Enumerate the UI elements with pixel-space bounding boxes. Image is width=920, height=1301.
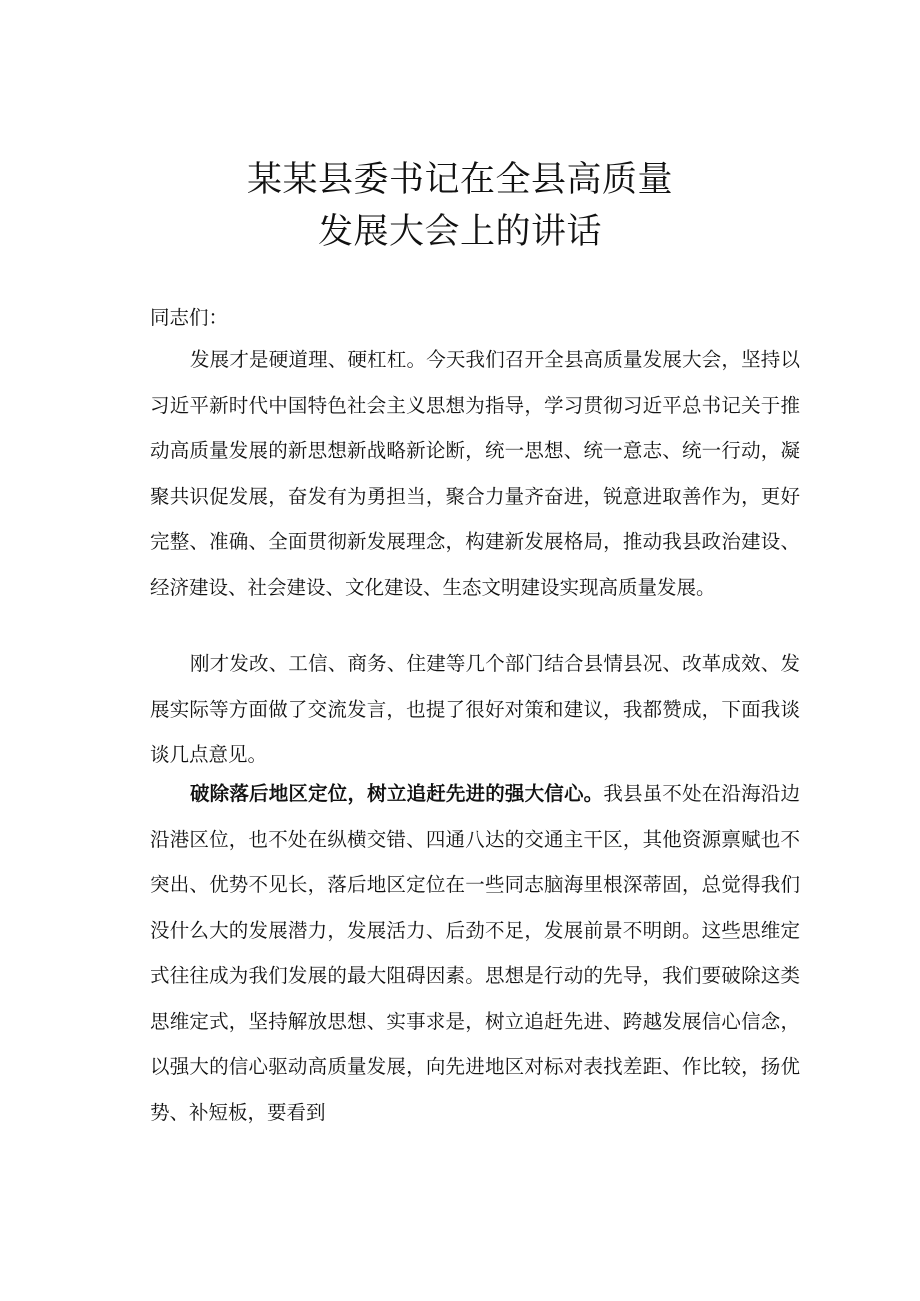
- paragraph-2: 刚才发改、工信、商务、住建等几个部门结合县情县况、改革成效、发展实际等方面做了交流发言，也提了很好对策和建议，我都赞成，下面我谈谈几点意见。: [150, 652, 800, 766]
- document-title-line-1: 某某县委书记在全县高质量: [246, 160, 673, 200]
- paragraph-1: 发展才是硬道理、硬杠杠。今天我们召开全县高质量发展大会，坚持以习近平新时代中国特色社会主义思想为指导，学习贯彻习近平总书记关于推动高质量发展的新思想新战略新论断，统一思想、统一意志、统一行动，凝聚共识促发展，奋发有为勇担当，聚合力量齐奋进，锐意进取善作为，更好完整、准确、全面贯彻新发展理念，构建新发展格局，推动我县政治建设、经济建设、社会建设、文化建设、生态文明建设实现高质量发展。: [150, 348, 800, 599]
- document-title-line-2: 发展大会上的讲话: [317, 212, 602, 252]
- paragraph-3-body: 我县虽不处在沿海沿边沿港区位，也不处在纵横交错、四通八达的交通主干区，其他资源禀赋也不突出、优势不见长，落后地区定位在一些同志脑海里根深蒂固，总觉得我们没什么大的发展潜力，发展活力、后劲不足，发展前景不明朗。这些思维定式往往成为我们发展的最大阻碍因素。思想是行动的先导，我们要破除这类思维定式，坚持解放思想、实事求是，树立追赶先进、跨越发展信心信念，以强大的信心驱动高质量发展，向先进地区对标对表找差距、作比较，扬优势、补短板，要看到: [150, 782, 800, 1124]
- paragraph-3-heading: 破除落后地区定位，树立追赶先进的强大信心。: [190, 782, 604, 805]
- salutation: 同志们：: [150, 306, 229, 329]
- paragraph-3: [150, 771, 800, 1135]
